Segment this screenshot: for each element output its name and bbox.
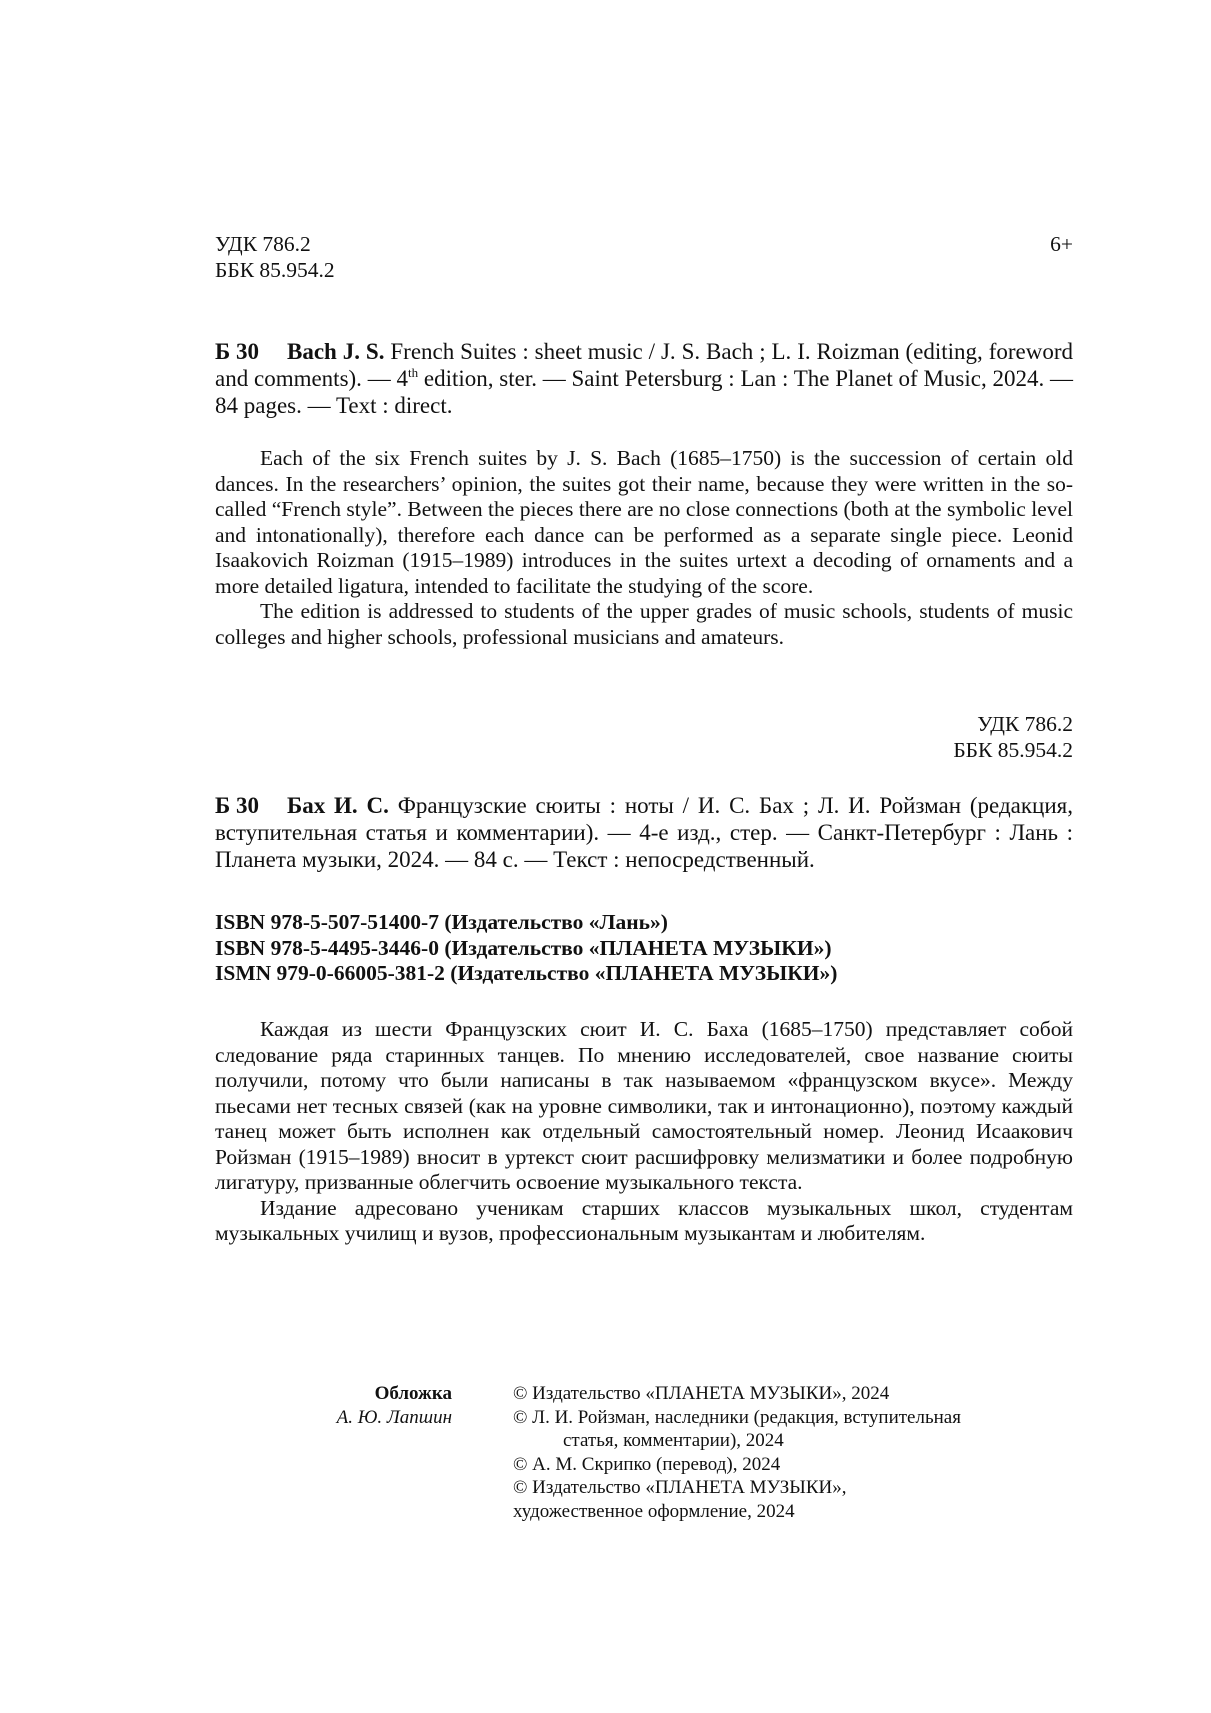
en-bibliographic-record	[215, 338, 1073, 419]
ru-bbk: ББК 85.954.2	[953, 737, 1073, 762]
age-rating: 6+	[1050, 232, 1073, 256]
copyright-3: © А. М. Скрипко (перевод), 2024	[513, 1453, 781, 1475]
ru-abstract	[215, 1017, 1073, 1247]
ru-abstract-paragraph-2: Издание адресовано ученикам старших классов музыкальных школ, студентам музыкальных училищ и вузов, профессиональным музыкантам и любителям.	[215, 1195, 1073, 1245]
isbn-list	[215, 910, 837, 987]
cover-artist: А. Ю. Лапшин	[336, 1406, 452, 1428]
isbn-lan: ISBN 978-5-507-51400-7 (Издательство «Лань»)	[215, 910, 668, 934]
en-udk: УДК 786.2	[215, 232, 311, 256]
copyright-2a: © Л. И. Ройзман, наследники (редакция, вступительная	[513, 1406, 961, 1428]
isbn-planeta: ISBN 978-5-4495-3446-0 (Издательство «ПЛАНЕТА МУЗЫКИ»)	[215, 935, 832, 960]
en-classification	[215, 232, 335, 283]
en-catalog-code: Б 30	[215, 339, 259, 364]
en-abstract	[215, 446, 1073, 650]
copyright-1: © Издательство «ПЛАНЕТА МУЗЫКИ», 2024	[513, 1383, 890, 1404]
en-bbk: ББК 85.954.2	[215, 257, 335, 282]
ismn-planeta: ISMN 979-0-66005-381-2 (Издательство «ПЛАНЕТА МУЗЫКИ»)	[215, 961, 838, 985]
ru-bib-text: Французские сюиты : ноты / И. С. Бах ; Л. И. Ройзман (редакция, вступительная статья и комментарии). — 4-е изд., стер. — Санкт-Петербург : Лань : Планета музыки, 2024. — 84 с. — Текст : непосредственный.	[215, 793, 1073, 872]
en-author: Bach J. S.	[287, 339, 385, 364]
en-abstract-paragraph-2: The edition is addressed to students of the upper grades of music schools, students of music colleges and higher schools, professional musicians and amateurs.	[215, 599, 1073, 649]
ru-catalog-code: Б 30	[215, 793, 259, 818]
ru-abstract-paragraph-1: Каждая из шести Французских сюит И. С. Баха (1685–1750) представляет собой следование ряда старинных танцев. По мнению исследователей, свое название сюиты получили, потому что были написаны в так называемом «французском вкусе». Между пьесами нет тесных связей (как на уровне символики, так и интонационно), поэтому каждый танец может быть исполнен как отдельный самостоятельный номер. Леонид Исаакович Ройзман (1915–1989) вносит в уртекст сюит расшифровку мелизматики и более подробную лигатуру, призванные облегчить освоение музыкального текста.	[215, 1017, 1073, 1194]
copyright-notices	[513, 1382, 1033, 1523]
copyright-4a: © Издательство «ПЛАНЕТА МУЗЫКИ»,	[513, 1477, 847, 1498]
ru-author: Бах И. С.	[287, 793, 389, 818]
ru-classification	[953, 712, 1073, 763]
cover-credit	[217, 1382, 452, 1429]
en-bib-part2: edition, ster. — Saint Petersburg : Lan : The Planet of Music, 2024. — 84 pages. — Text : direct.	[215, 366, 1073, 418]
copyright-4b: художественное оформление, 2024	[513, 1500, 795, 1522]
en-bib-part1: French Suites : sheet music / J. S. Bach ; L. I. Roizman (editing, foreword and comments). — 4	[215, 339, 1074, 391]
cover-label: Обложка	[374, 1383, 452, 1404]
ru-bibliographic-record	[215, 792, 1073, 873]
copyright-2b: статья, комментарии), 2024	[563, 1430, 784, 1451]
en-edition-sup: th	[407, 365, 419, 380]
ru-udk: УДК 786.2	[977, 712, 1073, 736]
en-abstract-paragraph-1: Each of the six French suites by J. S. Bach (1685–1750) is the succession of certain old dances. In the researchers’ opinion, the suites got their name, because they were written in the so-called “French style”. Between the pieces there are no close connections (both at the symbolic level and intonationally), therefore each dance can be performed as a separate single piece. Leonid Isaakovich Roizman (1915–1989) introduces in the suites urtext a decoding of ornaments and a more detailed ligatura, intended to facilitate the studying of the score.	[215, 446, 1073, 598]
